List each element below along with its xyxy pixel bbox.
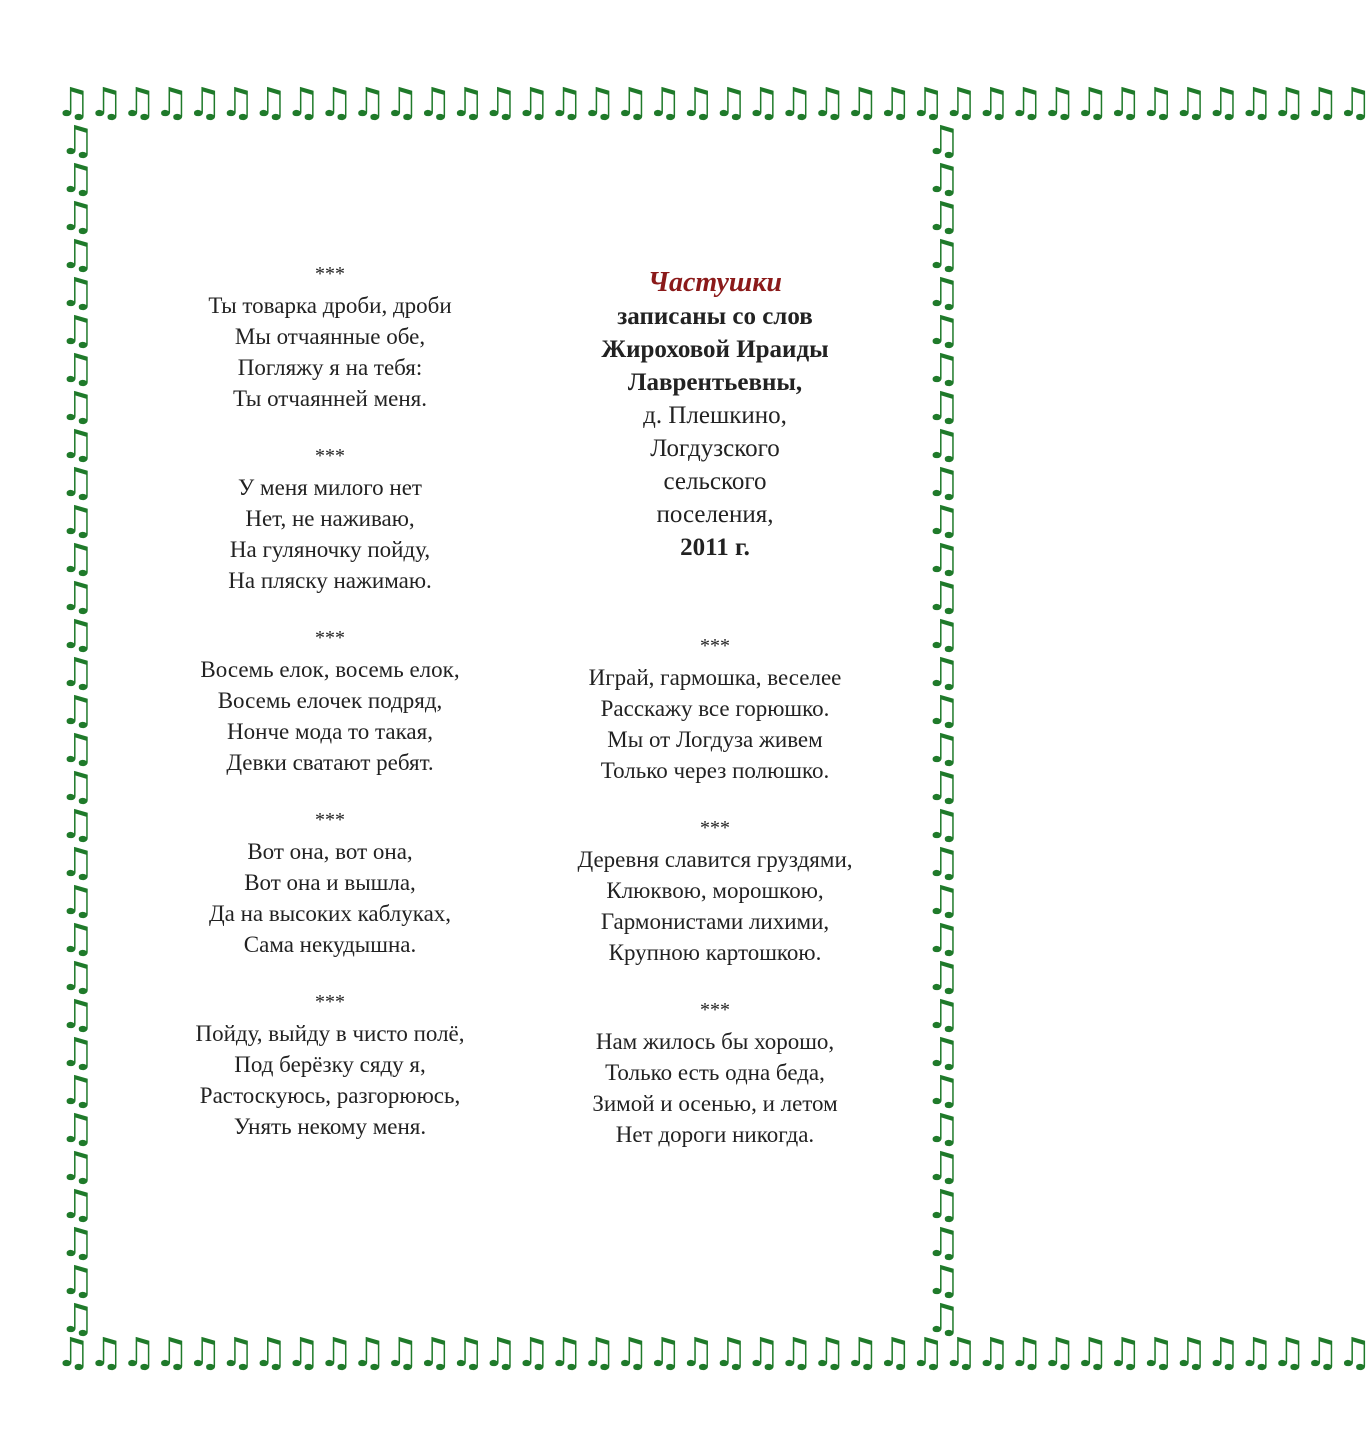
heading-line: Жироховой Ираиды xyxy=(601,336,829,363)
verse-line: Да на высоких каблуках, xyxy=(208,901,452,926)
stanza xyxy=(140,808,520,960)
stanza xyxy=(140,626,520,778)
stanza-separator: *** xyxy=(700,817,730,839)
page-title: Частушки xyxy=(648,267,782,298)
verse-line: Погляжу я на тебя: xyxy=(237,355,423,380)
verse-line: Крупною картошкою. xyxy=(608,940,822,965)
heading-line: Логдузского xyxy=(650,435,780,462)
heading-line: Лаврентьевны, xyxy=(627,369,803,396)
stanza-separator: *** xyxy=(700,635,730,657)
right-stanzas xyxy=(525,634,905,1150)
verse-line: Пойду, выйду в чисто полё, xyxy=(195,1021,465,1046)
stanza xyxy=(525,816,905,968)
stanza xyxy=(140,262,520,414)
border-left-notes: ♫♫♫♫♫♫♫♫♫♫♫♫♫♫♫♫♫♫♫♫♫♫♫♫♫♫♫♫♫♫♫♫ xyxy=(59,118,95,1342)
verse-line: На пляску нажимаю. xyxy=(228,568,432,593)
border-top-notes: ♫♫♫♫♫♫♫♫♫♫♫♫♫♫♫♫♫♫♫♫♫♫♫♫♫♫♫♫♫♫♫♫♫♫♫♫♫♫♫♫ xyxy=(55,80,1369,126)
verse-line: Только через полюшко. xyxy=(600,758,830,783)
verse-line: Клюквою, морошкою, xyxy=(606,878,824,903)
heading-line: записаны со слов xyxy=(617,303,813,330)
heading-line: сельского xyxy=(663,468,767,495)
verse-line: Унять некому меня. xyxy=(233,1114,427,1139)
stanza-separator: *** xyxy=(315,809,345,831)
stanza-separator: *** xyxy=(315,627,345,649)
stanza-separator: *** xyxy=(315,263,345,285)
stanza xyxy=(525,634,905,786)
verse-line: Сама некудышна. xyxy=(243,932,417,957)
verse-line: Гармонистами лихими, xyxy=(600,909,830,934)
verse-line: Вот она, вот она, xyxy=(247,839,413,864)
verse-line: Только есть одна беда, xyxy=(605,1060,825,1085)
stanza-separator: *** xyxy=(315,991,345,1013)
verse-line: Растоскуюсь, разгорююсь, xyxy=(199,1083,461,1108)
verse-line: Расскажу все горюшко. xyxy=(600,696,830,721)
stanza-separator: *** xyxy=(315,445,345,467)
stanza-separator: *** xyxy=(700,999,730,1021)
right-column xyxy=(525,266,905,1180)
verse-line: Нонче мода то такая, xyxy=(227,719,433,744)
stanza xyxy=(140,444,520,596)
verse-line: Деревня славится груздями, xyxy=(577,847,853,872)
stanza xyxy=(140,990,520,1142)
verse-line: Вот она и вышла, xyxy=(244,870,416,895)
heading-year: 2011 г. xyxy=(680,534,750,561)
border-bottom-notes: ♫♫♫♫♫♫♫♫♫♫♫♫♫♫♫♫♫♫♫♫♫♫♫♫♫♫♫♫♫♫♫♫♫♫♫♫♫♫♫♫ xyxy=(55,1330,1369,1376)
left-column xyxy=(140,262,520,1172)
verse-line: На гуляночку пойду, xyxy=(229,537,431,562)
verse-line: Нам жилось бы хорошо, xyxy=(595,1029,835,1054)
heading-block xyxy=(525,266,905,564)
verse-line: Под берёзку сяду я, xyxy=(234,1052,426,1077)
verse-line: Ты отчаянней меня. xyxy=(233,386,427,411)
stanza xyxy=(525,998,905,1150)
verse-line: Зимой и осенью, и летом xyxy=(592,1091,838,1116)
verse-line: Мы от Логдуза живем xyxy=(607,727,823,752)
verse-line: Нет, не наживаю, xyxy=(245,506,415,531)
verse-line: Играй, гармошка, веселее xyxy=(588,665,842,690)
verse-line: Ты товарка дроби, дроби xyxy=(208,293,452,318)
verse-line: Восемь елок, восемь елок, xyxy=(200,657,460,682)
verse-line: У меня милого нет xyxy=(238,475,422,500)
border-right-notes: ♫♫♫♫♫♫♫♫♫♫♫♫♫♫♫♫♫♫♫♫♫♫♫♫♫♫♫♫♫♫♫♫ xyxy=(925,118,961,1342)
heading-line: поселения, xyxy=(656,501,774,528)
verse-line: Восемь елочек подряд, xyxy=(217,688,443,713)
verse-line: Девки сватают ребят. xyxy=(226,750,434,775)
verse-line: Мы отчаянные обе, xyxy=(234,324,426,349)
heading-line: д. Плешкино, xyxy=(643,402,787,429)
verse-line: Нет дороги никогда. xyxy=(615,1122,815,1147)
